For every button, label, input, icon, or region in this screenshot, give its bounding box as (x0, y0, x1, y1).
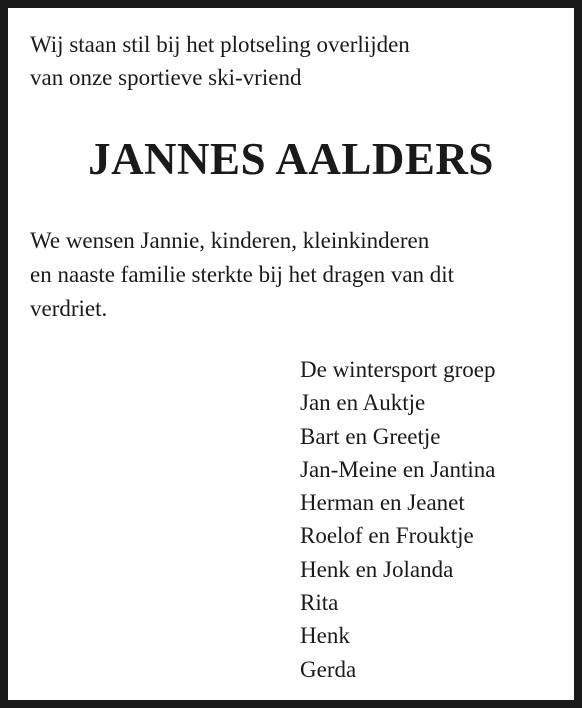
signer: Roelof en Frouktje (300, 523, 474, 549)
intro-text (30, 28, 570, 94)
signer: Gerda (300, 656, 357, 682)
signer: Herman en Jeanet (300, 490, 465, 516)
signer: Jan en Auktje (300, 390, 426, 416)
intro-line-1: Wij staan stil bij het plotseling overlijden (30, 32, 410, 57)
condolence-line-1: We wensen Jannie, kinderen, kleinkinderen (30, 228, 430, 253)
condolence-line-2: en naaste familie sterkte bij het dragen van dit (30, 262, 455, 287)
signer: Jan-Meine en Jantina (300, 456, 496, 482)
condolence-text (30, 224, 570, 326)
deceased-name: JANNES AALDERS (88, 134, 494, 184)
signer: Rita (300, 590, 339, 616)
signer: Henk en Jolanda (300, 556, 454, 582)
intro-line-2: van onze sportieve ski-vriend (30, 65, 302, 90)
signer: Bart en Greetje (300, 423, 441, 449)
signer-group: De wintersport groep (300, 357, 496, 382)
signers-list (300, 353, 570, 686)
signer: Henk (300, 623, 350, 649)
condolence-line-3: verdriet. (30, 296, 108, 321)
